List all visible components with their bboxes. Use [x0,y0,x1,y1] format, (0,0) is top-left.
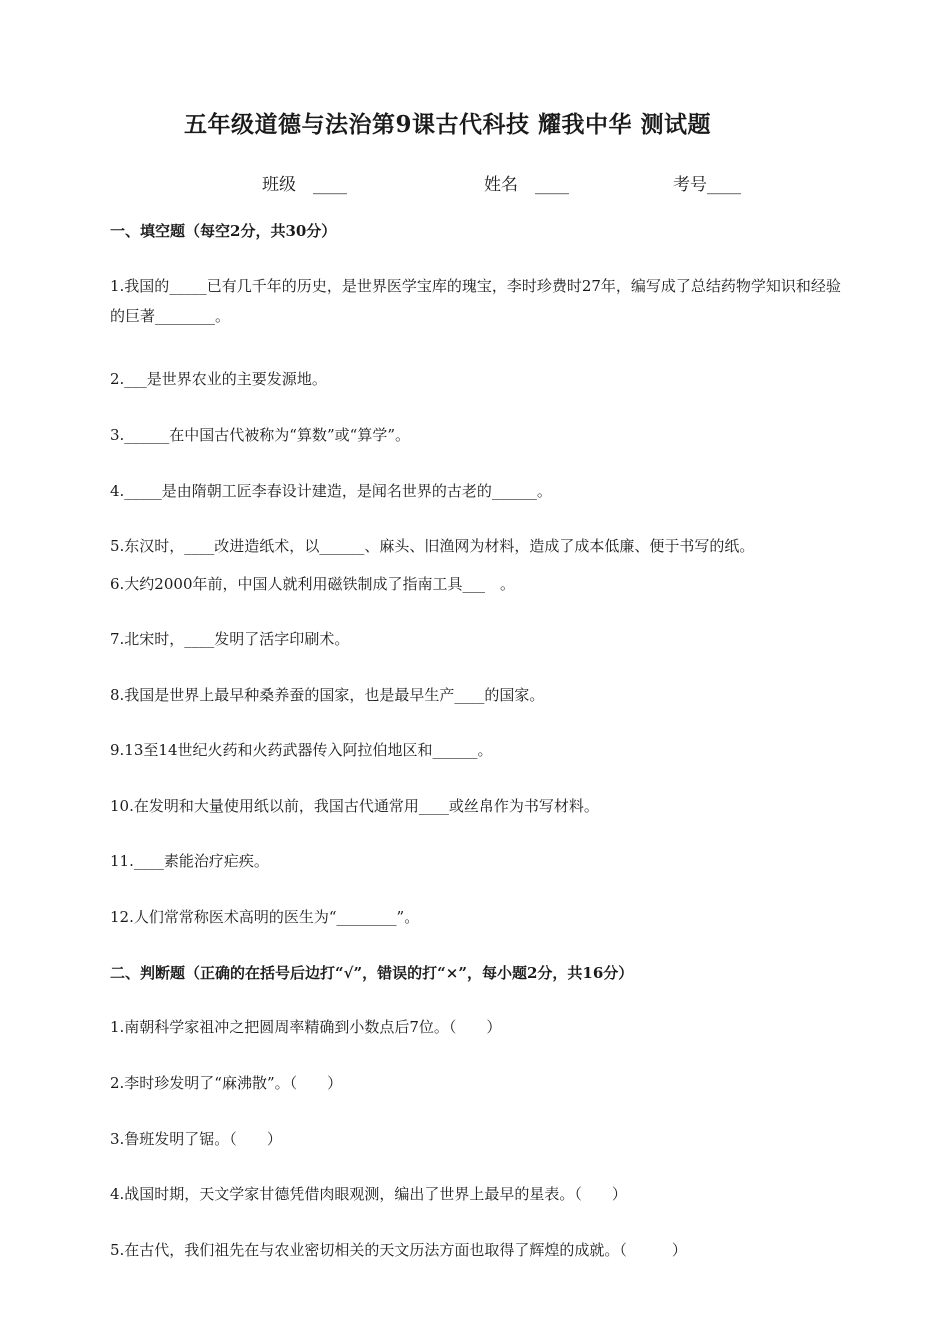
section-true-false-heading: 二、判断题（正确的在括号后边打“√”，错误的打“×”，每小题2分，共16分） [110,964,634,982]
question-fill-3: 3.______在中国古代被称为“算数”或“算学”。 [110,426,410,444]
class-field: 班级 ____ [262,175,347,195]
question-fill-12: 12.人们常常称医术高明的医生为“________”。 [110,908,420,926]
question-judge-3: 3.鲁班发明了锯。（ ） [110,1130,282,1148]
question-fill-10: 10.在发明和大量使用纸以前，我国古代通常用____或丝帛作为书写材料。 [110,797,599,815]
question-fill-11: 11.____素能治疗疟疾。 [110,852,269,870]
question-fill-4: 4._____是由隋朝工匠李春设计建造，是闻名世界的古老的______。 [110,482,552,500]
question-judge-4: 4.战国时期，天文学家甘德凭借肉眼观测，编出了世界上最早的星表。（ ） [110,1185,627,1203]
section-fill-blank-heading: 一、填空题（每空2分，共30分） [110,222,337,240]
question-fill-7: 7.北宋时，____发明了活字印刷术。 [110,630,350,648]
question-judge-2: 2.李时珍发明了“麻沸散”。（ ） [110,1074,343,1092]
name-field: 姓名 ____ [484,175,569,195]
question-judge-5: 5.在古代，我们祖先在与农业密切相关的天文历法方面也取得了辉煌的成就。（ ） [110,1241,687,1259]
page-title: 五年级道德与法治第9课古代科技 耀我中华 测试题 [183,111,712,138]
question-fill-8: 8.我国是世界上最早种桑养蚕的国家，也是最早生产____的国家。 [110,686,545,704]
question-fill-9: 9.13至14世纪火药和火药武器传入阿拉伯地区和______。 [110,741,493,759]
exam-number-field: 考号____ [673,175,741,195]
question-fill-1: 1.我国的_____已有几千年的历史，是世界医学宝库的瑰宝，李时珍费时27年，编写成了总结药物学知识和经验的巨著________。 [110,277,841,325]
question-fill-6: 6.大约2000年前，中国人就利用磁铁制成了指南工具___ 。 [110,575,515,593]
question-fill-5: 5.东汉时，____改进造纸术，以______、麻头、旧渔网为材料，造成了成本低廉、便于书写的纸。 [110,537,755,555]
question-judge-1: 1.南朝科学家祖冲之把圆周率精确到小数点后7位。（ ） [110,1018,502,1036]
question-fill-2: 2.___是世界农业的主要发源地。 [110,370,327,388]
